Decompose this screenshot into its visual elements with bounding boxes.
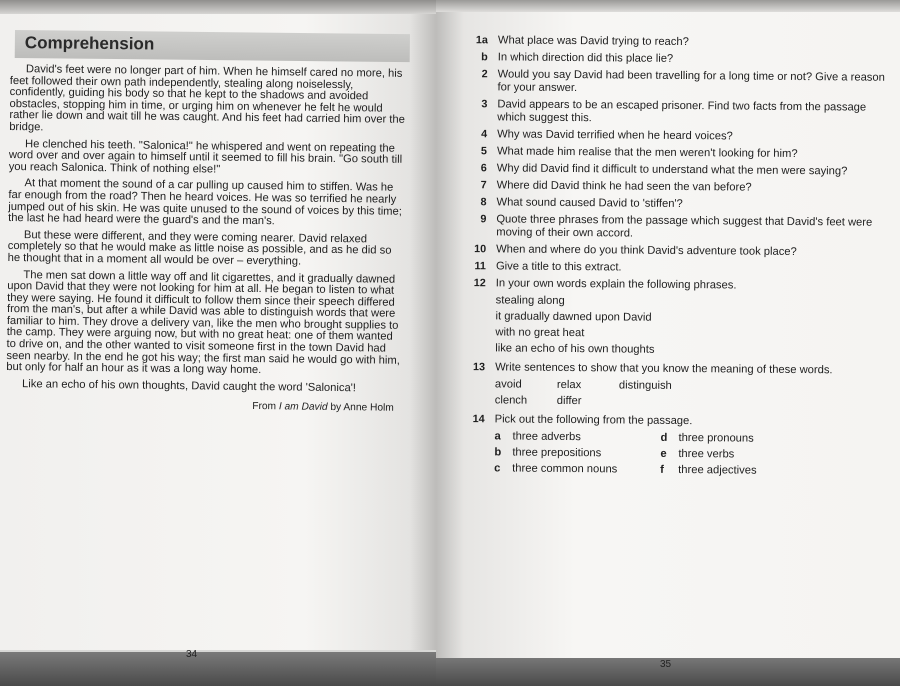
question-number: 7	[480, 179, 487, 192]
phrase-item: like an echo of his own thoughts	[495, 342, 655, 356]
source-credit	[6, 398, 404, 414]
vocab-word: avoid	[494, 378, 522, 391]
page-number: 34	[186, 649, 198, 660]
question-item	[453, 162, 893, 179]
question-number: 14	[472, 413, 485, 426]
vocabulary-words	[495, 378, 891, 410]
passage-paragraph: He clenched his teeth. "Salonica!" he whispered and went on repeating the word over and over again to himself until it seemed to fill his brain. "Go south till you reach Salonica. Think of nothing else!"	[8, 137, 403, 176]
question-number: 9	[480, 213, 487, 226]
pick-item	[660, 448, 810, 462]
question-text: Quote three phrases from the passage which suggest that David's feet were moving of their own accord.	[496, 213, 873, 240]
question-number: 12	[473, 277, 486, 290]
passage-paragraph: At that moment the sound of a car pulling up caused him to stiffen. Was he far enough from the road? Then he heard voices. He was so terrified he nearly jumped out of his skin. He was quite unused to the sound of voices by this time; the last he had heard were the guard's and the man's.	[8, 177, 402, 228]
question-text: What place was David trying to reach?	[497, 34, 689, 49]
vocab-word: clench	[494, 394, 528, 407]
question-text: What made him realise that the men weren't looking for him?	[496, 145, 798, 161]
question-item	[453, 128, 893, 145]
question-item	[451, 413, 891, 430]
passage-paragraph: The men sat down a little way off and lit cigarettes, and it gradually dawned upon David that they were not looking for him at all. He began to listen to what they were saying. He found it difficult to follow them since their speech differed from the man's, but after a while David was able to distinguish words that were familiar to him. They drove a delivery van, like the men who brought supplies to the camp. They were arguing now, but with no great heat: one of them wanted to drive on, and the other wanted to visit someone first in the town David had seen nearby. In the end he got his way; the first man said he would go with him, but only for half an hour as it was a long way home.	[6, 268, 400, 377]
vocab-word: differ	[556, 394, 582, 408]
right-page	[436, 0, 900, 686]
pick-item	[494, 462, 660, 476]
vocab-word: distinguish	[618, 379, 672, 392]
page-top-shadow	[436, 0, 900, 12]
question-text: Pick out the following from the passage.	[494, 413, 693, 428]
question-list	[450, 34, 894, 479]
question-item	[452, 213, 892, 243]
question-number: 2	[481, 68, 488, 81]
pick-out-list	[494, 430, 890, 478]
question-number: 11	[474, 260, 487, 273]
pick-text: three prepositions	[512, 446, 602, 460]
question-number: 3	[481, 98, 488, 111]
pick-item	[660, 464, 810, 478]
pick-text: three adverbs	[512, 430, 581, 444]
left-page	[0, 0, 436, 686]
phrase-item: it gradually dawned upon David	[495, 310, 652, 324]
question-number: 1a	[475, 34, 488, 47]
pick-letter: a	[494, 430, 501, 443]
question-number: 5	[480, 145, 488, 158]
question-text: What sound caused David to 'stiffen'?	[496, 196, 683, 211]
phrase-item: stealing along	[495, 294, 565, 307]
question-item	[453, 145, 893, 162]
question-item	[452, 277, 892, 294]
question-text: In your own words explain the following phrases.	[495, 277, 737, 292]
question-text: Would you say David had been travelling for a long time or not? Give a reason for your answer.	[497, 68, 885, 95]
pick-item	[494, 446, 660, 460]
pick-text: three common nouns	[512, 462, 618, 476]
question-number: 6	[480, 162, 487, 175]
question-text: Write sentences to show that you know the meaning of these words.	[495, 361, 833, 377]
question-item	[451, 361, 891, 378]
question-item	[453, 98, 893, 128]
question-item	[454, 34, 894, 51]
question-text: In which direction did this place lie?	[497, 51, 674, 65]
vocab-word: relax	[556, 378, 582, 392]
question-text: Where did David think he had seen the van before?	[496, 179, 752, 194]
page-heading: Comprehension	[24, 33, 155, 54]
page-number: 35	[660, 659, 672, 670]
passage-paragraph: But these were different, and they were coming nearer. David relaxed completely so that he would make as little noise as possible, and as he did so he thought that in a moment all would be over – everything.	[7, 228, 392, 268]
pick-letter: f	[660, 463, 664, 476]
pick-text: three adjectives	[678, 463, 757, 477]
pick-letter: b	[494, 446, 502, 459]
question-text: When and where do you think David's adventure took place?	[496, 243, 797, 258]
question-number: b	[481, 51, 488, 64]
question-number: 8	[480, 196, 487, 209]
source-author: by Anne Holm	[327, 402, 394, 415]
question-text: Why did David find it difficult to understand what the men were saying?	[496, 162, 848, 178]
passage-paragraph: Like an echo of his own thoughts, David caught the word 'Salonica'!	[22, 378, 357, 395]
pick-text: three pronouns	[678, 431, 754, 445]
pick-letter: d	[660, 431, 668, 444]
question-number: 4	[481, 128, 488, 141]
question-text: Give a title to this extract.	[495, 260, 622, 274]
question-item	[452, 196, 892, 213]
question-item	[453, 68, 893, 98]
passage	[6, 64, 408, 415]
pick-letter: c	[494, 462, 501, 475]
page-top-shadow	[0, 0, 436, 14]
question-item	[454, 51, 894, 68]
question-text: Why was David terrified when he heard voices?	[497, 128, 733, 143]
phrase-item: with no great heat	[495, 326, 585, 340]
heading-bar	[15, 30, 410, 62]
source-prefix: From	[252, 401, 279, 413]
source-title: I am David	[278, 401, 328, 414]
pick-item	[494, 430, 660, 444]
question-item	[453, 179, 893, 196]
question-number: 10	[474, 243, 487, 256]
question-text: David appears to be an escaped prisoner. Find two facts from the passage which suggest this.	[497, 98, 867, 125]
question-item	[452, 243, 892, 260]
question-number: 13	[473, 361, 486, 374]
question-item	[452, 260, 892, 277]
pick-item	[660, 432, 810, 446]
pick-text: three verbs	[678, 447, 735, 461]
page-bottom-shadow	[0, 652, 436, 686]
pick-letter: e	[660, 447, 667, 460]
passage-paragraph: David's feet were no longer part of him. When he himself cared no more, his feet followed their own path independently, stealing along noiselessly, confidently, guiding his body so that he kept to the shadows and avoided obstacles, stopping him in time, or urging him on whenever he felt he would rather lie down and wait till he was caught. And his feet had carried him over the bridge.	[9, 63, 405, 134]
